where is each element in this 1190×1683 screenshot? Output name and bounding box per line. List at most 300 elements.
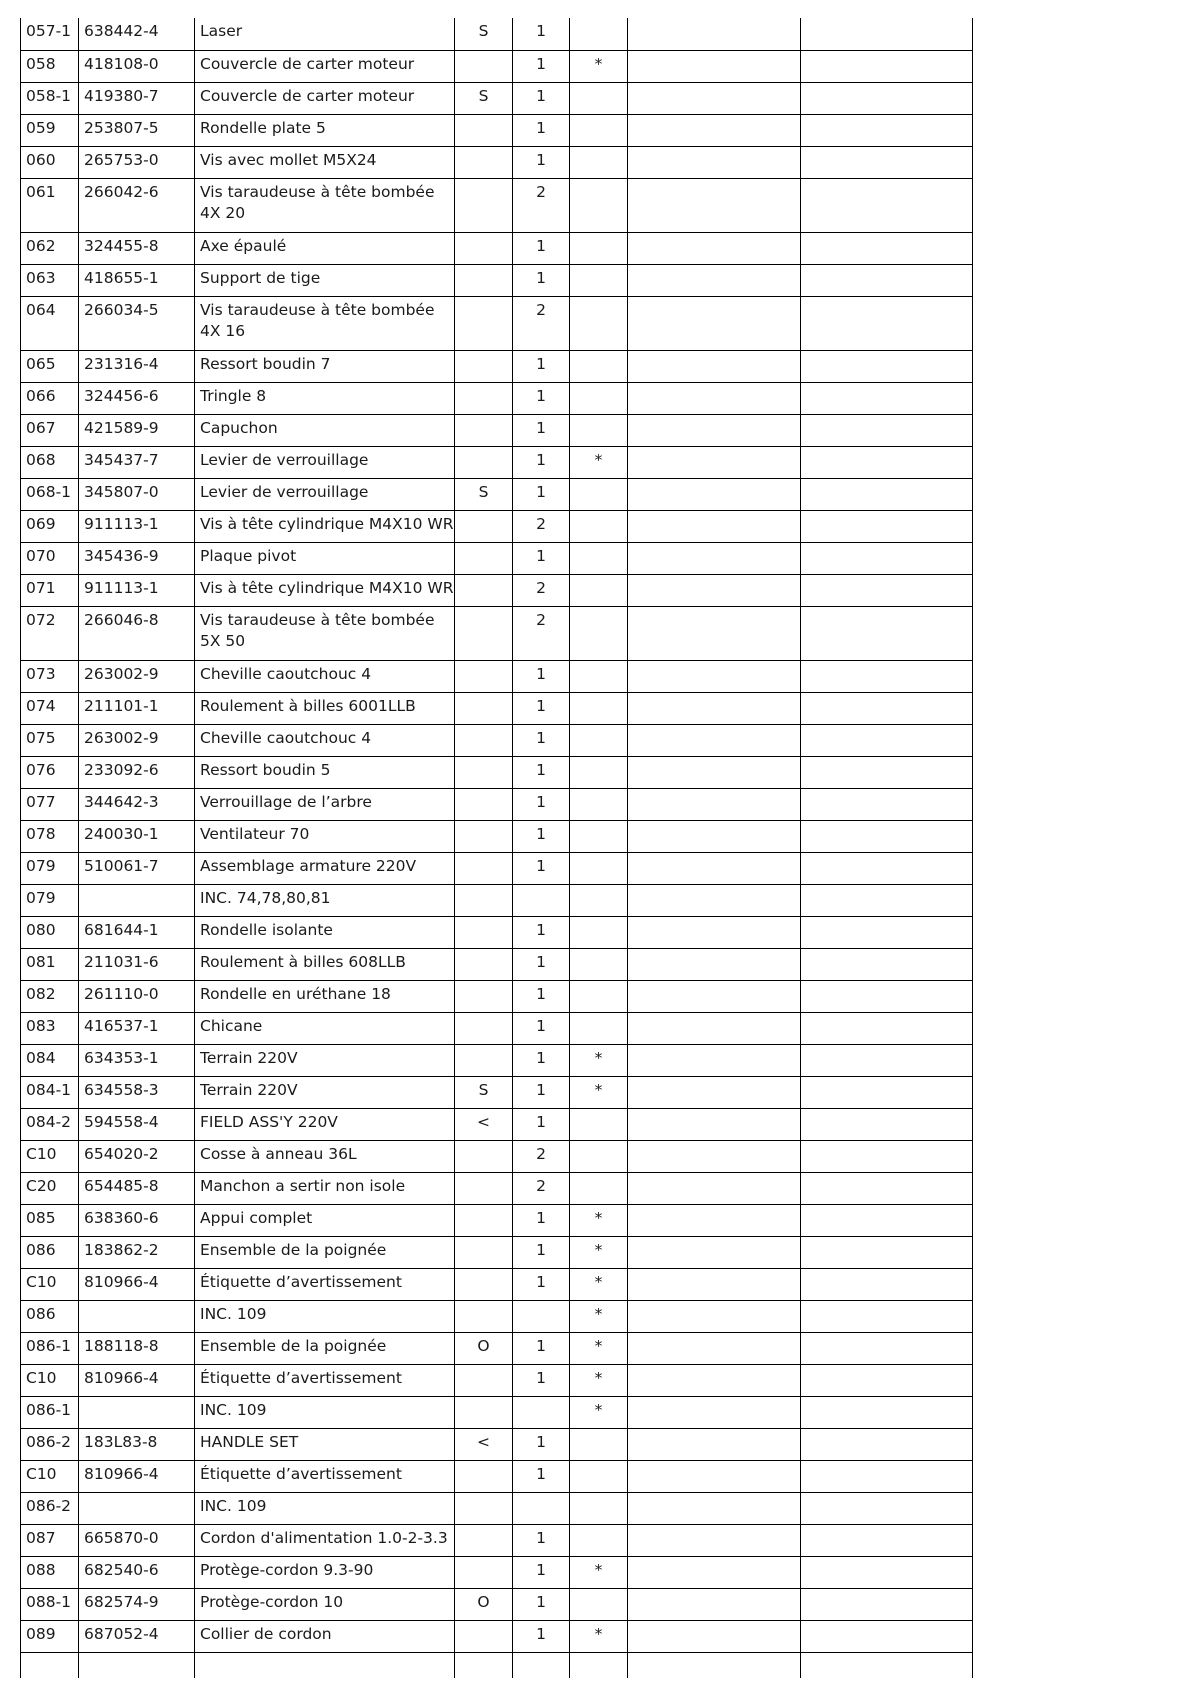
notes-cell-2 (801, 1204, 973, 1236)
notes-cell-2 (801, 1012, 973, 1044)
quantity-cell: 1 (513, 478, 570, 510)
table-row (21, 1204, 973, 1236)
part-number-cell: 638360-6 (79, 1204, 195, 1236)
quantity-cell: 1 (513, 1620, 570, 1652)
table-row (21, 50, 973, 82)
part-number-cell: 263002-9 (79, 724, 195, 756)
item-number-cell: 087 (21, 1524, 79, 1556)
notes-cell-2 (801, 574, 973, 606)
description-cell: Tringle 8 (195, 382, 455, 414)
substitution-code-cell (455, 1012, 513, 1044)
table-row (21, 478, 973, 510)
quantity-cell: 1 (513, 1524, 570, 1556)
table-row (21, 1396, 973, 1428)
item-number-cell: 058-1 (21, 82, 79, 114)
notes-cell-1 (628, 1364, 801, 1396)
description-cell: INC. 109 (195, 1492, 455, 1524)
description-cell: Plaque pivot (195, 542, 455, 574)
quantity-cell: 1 (513, 948, 570, 980)
part-number-cell: 654485-8 (79, 1172, 195, 1204)
notes-cell-1 (628, 1204, 801, 1236)
notes-cell-2 (801, 788, 973, 820)
notes-cell-2 (801, 1492, 973, 1524)
substitution-code-cell (455, 788, 513, 820)
marker-cell (570, 1012, 628, 1044)
item-number-cell: 068-1 (21, 478, 79, 510)
item-number-cell: 088-1 (21, 1588, 79, 1620)
notes-cell-1 (628, 724, 801, 756)
table-row (21, 1044, 973, 1076)
notes-cell-1 (628, 232, 801, 264)
part-number-cell: 266042-6 (79, 178, 195, 232)
substitution-code-cell (455, 724, 513, 756)
notes-cell-2 (801, 232, 973, 264)
marker-cell: * (570, 1364, 628, 1396)
quantity-cell: 1 (513, 232, 570, 264)
notes-cell-2 (801, 1076, 973, 1108)
quantity-cell: 2 (513, 1140, 570, 1172)
part-number-cell: 188118-8 (79, 1332, 195, 1364)
parts-list-body (21, 18, 973, 1678)
substitution-code-cell (455, 264, 513, 296)
description-cell: Levier de verrouillage (195, 478, 455, 510)
empty-cell (21, 1652, 79, 1678)
marker-cell (570, 660, 628, 692)
notes-cell-2 (801, 1556, 973, 1588)
description-cell: Verrouillage de l’arbre (195, 788, 455, 820)
part-number-cell: 810966-4 (79, 1460, 195, 1492)
description-cell: Terrain 220V (195, 1044, 455, 1076)
description-cell: Cosse à anneau 36L (195, 1140, 455, 1172)
item-number-cell: 074 (21, 692, 79, 724)
marker-cell: * (570, 1076, 628, 1108)
item-number-cell: 061 (21, 178, 79, 232)
table-row (21, 574, 973, 606)
part-number-cell: 345807-0 (79, 478, 195, 510)
part-number-cell: 345437-7 (79, 446, 195, 478)
quantity-cell (513, 1396, 570, 1428)
part-number-cell (79, 1492, 195, 1524)
description-cell: Appui complet (195, 1204, 455, 1236)
part-number-cell: 911113-1 (79, 510, 195, 542)
substitution-code-cell (455, 1556, 513, 1588)
substitution-code-cell: O (455, 1588, 513, 1620)
substitution-code-cell (455, 1172, 513, 1204)
notes-cell-1 (628, 446, 801, 478)
notes-cell-1 (628, 1300, 801, 1332)
notes-cell-2 (801, 50, 973, 82)
table-row (21, 820, 973, 852)
description-cell: Vis taraudeuse à tête bombée 4X 20 (195, 178, 455, 232)
description-cell: Couvercle de carter moteur (195, 82, 455, 114)
table-row (21, 82, 973, 114)
description-cell: INC. 109 (195, 1396, 455, 1428)
quantity-cell: 1 (513, 146, 570, 178)
notes-cell-1 (628, 1460, 801, 1492)
substitution-code-cell (455, 1620, 513, 1652)
notes-cell-1 (628, 296, 801, 350)
substitution-code-cell (455, 350, 513, 382)
table-row (21, 1332, 973, 1364)
table-row (21, 724, 973, 756)
description-cell: Collier de cordon (195, 1620, 455, 1652)
marker-cell (570, 414, 628, 446)
part-number-cell: 654020-2 (79, 1140, 195, 1172)
quantity-cell: 1 (513, 50, 570, 82)
substitution-code-cell (455, 1204, 513, 1236)
substitution-code-cell (455, 178, 513, 232)
part-number-cell: 324456-6 (79, 382, 195, 414)
table-row (21, 1108, 973, 1140)
table-row (21, 1620, 973, 1652)
substitution-code-cell (455, 820, 513, 852)
substitution-code-cell (455, 1236, 513, 1268)
marker-cell (570, 1492, 628, 1524)
quantity-cell: 1 (513, 1108, 570, 1140)
marker-cell (570, 724, 628, 756)
item-number-cell: 085 (21, 1204, 79, 1236)
notes-cell-2 (801, 178, 973, 232)
marker-cell (570, 264, 628, 296)
part-number-cell: 421589-9 (79, 414, 195, 446)
table-row (21, 948, 973, 980)
part-number-cell (79, 1300, 195, 1332)
marker-cell (570, 756, 628, 788)
item-number-cell: 084-2 (21, 1108, 79, 1140)
notes-cell-1 (628, 788, 801, 820)
substitution-code-cell (455, 1492, 513, 1524)
part-number-cell: 211101-1 (79, 692, 195, 724)
table-row (21, 446, 973, 478)
quantity-cell: 1 (513, 692, 570, 724)
substitution-code-cell (455, 232, 513, 264)
table-row (21, 1524, 973, 1556)
notes-cell-1 (628, 178, 801, 232)
notes-cell-2 (801, 1268, 973, 1300)
description-cell: Rondelle isolante (195, 916, 455, 948)
quantity-cell: 1 (513, 1012, 570, 1044)
notes-cell-1 (628, 756, 801, 788)
marker-cell (570, 574, 628, 606)
table-row (21, 606, 973, 660)
notes-cell-2 (801, 1364, 973, 1396)
notes-cell-2 (801, 478, 973, 510)
part-number-cell: 810966-4 (79, 1364, 195, 1396)
part-number-cell: 263002-9 (79, 660, 195, 692)
item-number-cell: 082 (21, 980, 79, 1012)
item-number-cell: 057-1 (21, 18, 79, 50)
substitution-code-cell: S (455, 478, 513, 510)
item-number-cell: 086 (21, 1300, 79, 1332)
quantity-cell: 1 (513, 1364, 570, 1396)
marker-cell (570, 852, 628, 884)
notes-cell-2 (801, 606, 973, 660)
description-cell: Cheville caoutchouc 4 (195, 660, 455, 692)
notes-cell-2 (801, 264, 973, 296)
item-number-cell: C10 (21, 1268, 79, 1300)
item-number-cell: 078 (21, 820, 79, 852)
notes-cell-1 (628, 980, 801, 1012)
notes-cell-1 (628, 1428, 801, 1460)
marker-cell: * (570, 50, 628, 82)
item-number-cell: 086-1 (21, 1332, 79, 1364)
table-row (21, 296, 973, 350)
notes-cell-1 (628, 1108, 801, 1140)
notes-cell-2 (801, 1140, 973, 1172)
table-row (21, 114, 973, 146)
quantity-cell: 1 (513, 18, 570, 50)
quantity-cell: 1 (513, 1076, 570, 1108)
substitution-code-cell (455, 1268, 513, 1300)
item-number-cell: 079 (21, 852, 79, 884)
notes-cell-2 (801, 1300, 973, 1332)
notes-cell-1 (628, 478, 801, 510)
item-number-cell: 064 (21, 296, 79, 350)
table-row (21, 542, 973, 574)
part-number-cell: 183L83-8 (79, 1428, 195, 1460)
part-number-cell: 594558-4 (79, 1108, 195, 1140)
marker-cell: * (570, 1396, 628, 1428)
notes-cell-1 (628, 852, 801, 884)
description-cell: Roulement à billes 608LLB (195, 948, 455, 980)
description-cell: INC. 74,78,80,81 (195, 884, 455, 916)
part-number-cell: 233092-6 (79, 756, 195, 788)
quantity-cell: 1 (513, 820, 570, 852)
quantity-cell: 1 (513, 756, 570, 788)
marker-cell (570, 18, 628, 50)
description-cell: Protège-cordon 9.3-90 (195, 1556, 455, 1588)
quantity-cell (513, 1300, 570, 1332)
marker-cell (570, 146, 628, 178)
description-cell: Couvercle de carter moteur (195, 50, 455, 82)
marker-cell (570, 692, 628, 724)
substitution-code-cell (455, 1524, 513, 1556)
description-cell: Ressort boudin 7 (195, 350, 455, 382)
substitution-code-cell (455, 606, 513, 660)
marker-cell: * (570, 1236, 628, 1268)
notes-cell-2 (801, 884, 973, 916)
substitution-code-cell (455, 1460, 513, 1492)
quantity-cell: 1 (513, 414, 570, 446)
notes-cell-1 (628, 606, 801, 660)
substitution-code-cell (455, 660, 513, 692)
table-row (21, 1140, 973, 1172)
description-cell: Étiquette d’avertissement (195, 1460, 455, 1492)
quantity-cell: 1 (513, 788, 570, 820)
marker-cell (570, 350, 628, 382)
notes-cell-1 (628, 1332, 801, 1364)
item-number-cell: 086-2 (21, 1428, 79, 1460)
empty-cell (513, 1652, 570, 1678)
notes-cell-2 (801, 1428, 973, 1460)
notes-cell-2 (801, 1044, 973, 1076)
notes-cell-2 (801, 916, 973, 948)
notes-cell-1 (628, 574, 801, 606)
substitution-code-cell (455, 1300, 513, 1332)
table-row (21, 1492, 973, 1524)
description-cell: Capuchon (195, 414, 455, 446)
marker-cell: * (570, 1044, 628, 1076)
item-number-cell: 086-2 (21, 1492, 79, 1524)
notes-cell-2 (801, 1108, 973, 1140)
description-cell: Ressort boudin 5 (195, 756, 455, 788)
notes-cell-2 (801, 18, 973, 50)
description-cell: Ensemble de la poignée (195, 1332, 455, 1364)
description-cell: Chicane (195, 1012, 455, 1044)
substitution-code-cell (455, 692, 513, 724)
notes-cell-1 (628, 50, 801, 82)
description-cell: INC. 109 (195, 1300, 455, 1332)
notes-cell-1 (628, 1524, 801, 1556)
table-row (21, 1428, 973, 1460)
marker-cell (570, 82, 628, 114)
item-number-cell: 073 (21, 660, 79, 692)
notes-cell-1 (628, 146, 801, 178)
part-number-cell: 510061-7 (79, 852, 195, 884)
quantity-cell: 1 (513, 980, 570, 1012)
part-number-cell: 324455-8 (79, 232, 195, 264)
quantity-cell: 1 (513, 1044, 570, 1076)
substitution-code-cell (455, 146, 513, 178)
part-number-cell: 261110-0 (79, 980, 195, 1012)
item-number-cell: 065 (21, 350, 79, 382)
quantity-cell: 1 (513, 1268, 570, 1300)
quantity-cell: 2 (513, 510, 570, 542)
marker-cell: * (570, 1620, 628, 1652)
part-number-cell: 416537-1 (79, 1012, 195, 1044)
part-number-cell: 682540-6 (79, 1556, 195, 1588)
notes-cell-1 (628, 1236, 801, 1268)
item-number-cell: 089 (21, 1620, 79, 1652)
notes-cell-1 (628, 18, 801, 50)
item-number-cell: 072 (21, 606, 79, 660)
empty-cell (801, 1652, 973, 1678)
notes-cell-1 (628, 692, 801, 724)
quantity-cell: 1 (513, 114, 570, 146)
table-row (21, 1588, 973, 1620)
item-number-cell: 084 (21, 1044, 79, 1076)
marker-cell: * (570, 1268, 628, 1300)
empty-cell (455, 1652, 513, 1678)
substitution-code-cell: < (455, 1108, 513, 1140)
marker-cell (570, 1524, 628, 1556)
description-cell: Laser (195, 18, 455, 50)
notes-cell-2 (801, 114, 973, 146)
notes-cell-1 (628, 820, 801, 852)
table-row (21, 852, 973, 884)
quantity-cell: 1 (513, 446, 570, 478)
substitution-code-cell (455, 1364, 513, 1396)
description-cell: Terrain 220V (195, 1076, 455, 1108)
part-number-cell: 344642-3 (79, 788, 195, 820)
substitution-code-cell (455, 446, 513, 478)
description-cell: Vis taraudeuse à tête bombée 4X 16 (195, 296, 455, 350)
quantity-cell: 1 (513, 1428, 570, 1460)
notes-cell-1 (628, 884, 801, 916)
part-number-cell: 253807-5 (79, 114, 195, 146)
quantity-cell (513, 1492, 570, 1524)
substitution-code-cell: S (455, 18, 513, 50)
item-number-cell: 075 (21, 724, 79, 756)
quantity-cell: 1 (513, 916, 570, 948)
table-row (21, 1556, 973, 1588)
notes-cell-2 (801, 1332, 973, 1364)
part-number-cell: 634558-3 (79, 1076, 195, 1108)
marker-cell (570, 788, 628, 820)
marker-cell (570, 1108, 628, 1140)
description-cell: Vis taraudeuse à tête bombée 5X 50 (195, 606, 455, 660)
substitution-code-cell (455, 574, 513, 606)
table-row (21, 178, 973, 232)
notes-cell-2 (801, 510, 973, 542)
table-row (21, 1300, 973, 1332)
item-number-cell: 062 (21, 232, 79, 264)
notes-cell-2 (801, 542, 973, 574)
notes-cell-2 (801, 414, 973, 446)
parts-list-table (20, 18, 973, 1678)
item-number-cell: 080 (21, 916, 79, 948)
part-number-cell: 665870-0 (79, 1524, 195, 1556)
part-number-cell: 911113-1 (79, 574, 195, 606)
part-number-cell: 419380-7 (79, 82, 195, 114)
description-cell: Vis à tête cylindrique M4X10 WR (195, 510, 455, 542)
marker-cell (570, 1588, 628, 1620)
description-cell: HANDLE SET (195, 1428, 455, 1460)
quantity-cell: 1 (513, 82, 570, 114)
item-number-cell: 081 (21, 948, 79, 980)
marker-cell (570, 1172, 628, 1204)
marker-cell (570, 1428, 628, 1460)
notes-cell-1 (628, 350, 801, 382)
table-row (21, 1268, 973, 1300)
notes-cell-2 (801, 1620, 973, 1652)
substitution-code-cell (455, 114, 513, 146)
part-number-cell: 266046-8 (79, 606, 195, 660)
notes-cell-2 (801, 948, 973, 980)
empty-cell (628, 1652, 801, 1678)
table-row (21, 146, 973, 178)
description-cell: Étiquette d’avertissement (195, 1364, 455, 1396)
table-row (21, 788, 973, 820)
substitution-code-cell (455, 1396, 513, 1428)
item-number-cell: 063 (21, 264, 79, 296)
description-cell: Étiquette d’avertissement (195, 1268, 455, 1300)
item-number-cell: 086 (21, 1236, 79, 1268)
notes-cell-1 (628, 948, 801, 980)
substitution-code-cell (455, 756, 513, 788)
notes-cell-1 (628, 1044, 801, 1076)
item-number-cell: 058 (21, 50, 79, 82)
part-number-cell (79, 1396, 195, 1428)
notes-cell-1 (628, 510, 801, 542)
quantity-cell: 1 (513, 660, 570, 692)
item-number-cell: 083 (21, 1012, 79, 1044)
table-row (21, 692, 973, 724)
quantity-cell: 1 (513, 264, 570, 296)
description-cell: Vis à tête cylindrique M4X10 WR (195, 574, 455, 606)
notes-cell-1 (628, 1588, 801, 1620)
marker-cell (570, 980, 628, 1012)
substitution-code-cell (455, 884, 513, 916)
table-row (21, 916, 973, 948)
part-number-cell: 231316-4 (79, 350, 195, 382)
part-number-cell: 638442-4 (79, 18, 195, 50)
substitution-code-cell: S (455, 82, 513, 114)
notes-cell-2 (801, 82, 973, 114)
table-row-empty (21, 1652, 973, 1678)
description-cell: Manchon a sertir non isole (195, 1172, 455, 1204)
table-row (21, 1012, 973, 1044)
